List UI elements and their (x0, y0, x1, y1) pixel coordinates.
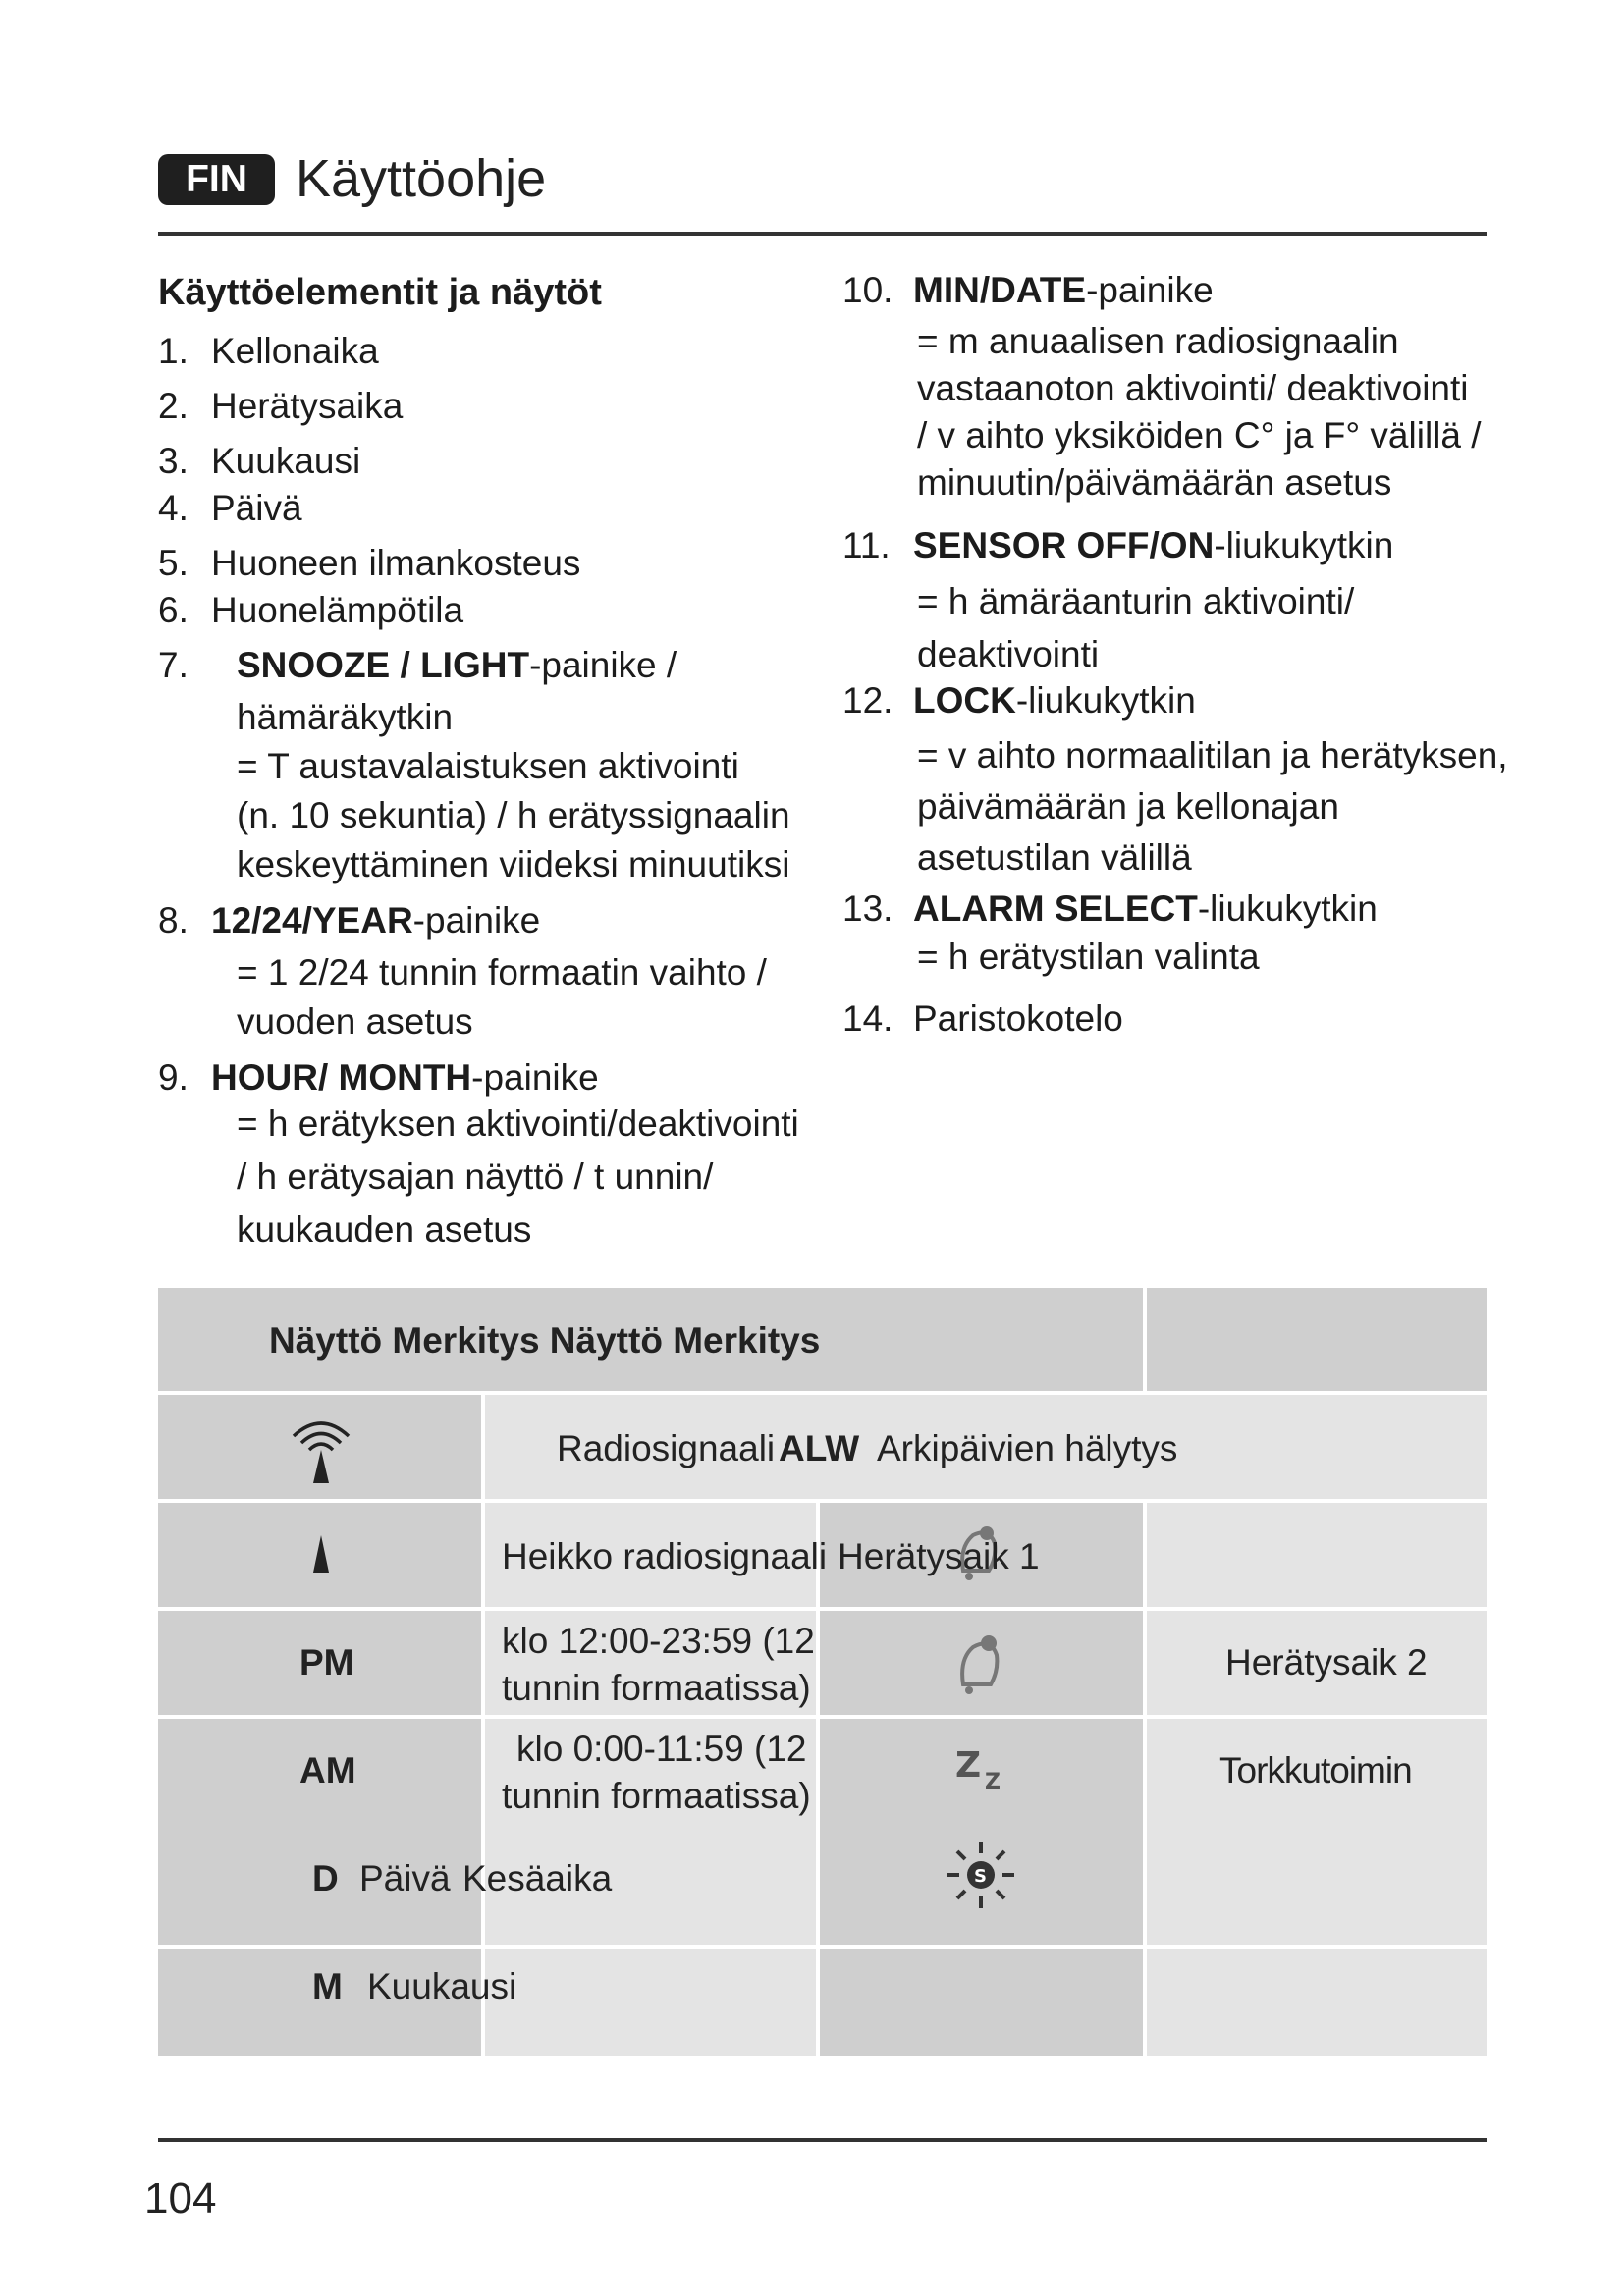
table-header-cell (1147, 1288, 1487, 1391)
list-item: 7. SNOOZE / LIGHT-painike / hämäräkytkin = T austavalaistuksen aktivointi (n. 10 sekuntia) / h erätyssignaalin keskeyttäminen viideksi minuutiksi (158, 640, 826, 876)
item-description: = v aihto normaalitilan ja herätyksen, päivämäärän ja kellonajan asetustilan välillä (917, 735, 1508, 878)
list-item: 14. Paristokotelo (842, 998, 1123, 1039)
meaning-text: Kuukausi (367, 1966, 517, 2006)
meaning-text: klo 0:00-11:59 (12 (516, 1729, 807, 1769)
symbol-text: AM (299, 1750, 356, 1790)
item-description: = 1 2/24 tunnin formaatin vaihto / vuoden asetus (237, 952, 767, 1041)
item-description: = m anuaalisen radiosignaalin vastaanoton aktivointi/ deaktivointi / v aihto yksiköiden C° ja F° välillä / minuutin/päivämäärän asetus (917, 321, 1482, 503)
snooze-zz-icon (953, 1741, 1006, 1792)
list-item: 11. SENSOR OFF/ON-liukukytkin = h ämäräanturin aktivointi/ deaktivointi (842, 520, 1530, 677)
svg-text:S: S (974, 1866, 987, 1887)
symbol-text: M (312, 1966, 343, 2006)
table-cell (485, 1949, 816, 2056)
list-item: 2. Herätysaika (158, 386, 404, 426)
list-item: 1. Kellonaika (158, 331, 379, 371)
meaning-text: Radiosignaali (557, 1428, 776, 1468)
item-description: = h erätyksen aktivointi/deaktivointi / h erätysajan näyttö / t unnin/ kuukauden asetus (237, 1103, 799, 1250)
item-description: = h erätystilan valinta (917, 936, 1260, 977)
list-item: 6. Huonelämpötila (158, 590, 464, 630)
list-item: 4. Päivä (158, 488, 302, 528)
meaning-text: Herätysaik 2 (1225, 1642, 1428, 1682)
meaning-text: Päivä (359, 1858, 451, 1898)
footer-rule (158, 2138, 1487, 2142)
table-cell (1147, 1503, 1487, 1607)
language-badge: FIN (158, 154, 275, 205)
symbol-text: PM (299, 1642, 354, 1682)
symbol-text: ALW (779, 1428, 860, 1468)
header-rule (158, 232, 1487, 236)
meaning-text: Herätysaik 1 (838, 1536, 1040, 1576)
document-title: Käyttöohje (296, 149, 547, 208)
radio-signal-strong-icon (289, 1413, 353, 1485)
alarm-bell-2-icon (951, 1628, 1006, 1696)
list-item: 9. HOUR/ MONTH-painike = h erätyksen aktivointi/deaktivointi / h erätysajan näyttö / t unnin/ kuukauden asetus (158, 1052, 826, 1258)
radio-signal-weak-icon (310, 1533, 332, 1575)
item-description: = h ämäräanturin aktivointi/ deaktivointi (917, 581, 1355, 674)
list-item: 5. Huoneen ilmankosteus (158, 543, 581, 583)
meaning-text: tunnin formaatissa) (502, 1668, 811, 1708)
list-item: 8. 12/24/YEAR-painike = 1 2/24 tunnin formaatin vaihto / vuoden asetus (158, 895, 826, 1042)
list-item: 12. LOCK-liukukytkin = v aihto normaalitilan ja herätyksen, päivämäärän ja kellonajan asetustilan välillä (842, 675, 1530, 881)
table-header: Näyttö Merkitys Näyttö Merkitys (269, 1320, 821, 1361)
meaning-text: Heikko radiosignaali (502, 1536, 828, 1576)
list-item: 13. ALARM SELECT-liukukytkin = h erätystilan valinta (842, 883, 1530, 991)
symbol-text: D (312, 1858, 339, 1898)
summer-time-sun-icon (944, 1838, 1018, 1912)
table-cell (820, 1949, 1143, 2056)
meaning-text: tunnin formaatissa) (502, 1776, 811, 1816)
item-description: hämäräkytkin = T austavalaistuksen aktivointi (n. 10 sekuntia) / h erätyssignaalin keskeyttäminen viideksi minuutiksi (237, 697, 790, 884)
svg-text:Z: Z (955, 1745, 982, 1786)
section-heading: Käyttöelementit ja näytöt (158, 272, 602, 313)
table-cell (1147, 1949, 1487, 2056)
page-number: 104 (144, 2174, 217, 2222)
svg-text:Z: Z (985, 1770, 1001, 1792)
meaning-text: Torkkutoimin (1219, 1750, 1412, 1790)
list-item: 3. Kuukausi (158, 441, 361, 481)
meaning-text: Arkipäivien hälytys (877, 1428, 1178, 1468)
meaning-text: klo 12:00-23:59 (12 (502, 1621, 815, 1661)
meaning-text: Kesäaika (462, 1858, 613, 1898)
display-symbols-table (158, 1288, 1487, 2056)
list-item: 10. MIN/DATE-painike = m anuaalisen radiosignaalin vastaanoton aktivointi/ deaktivointi / v aihto yksiköiden C° ja F° välillä / minuutin/päivämäärän asetus (842, 265, 1530, 520)
